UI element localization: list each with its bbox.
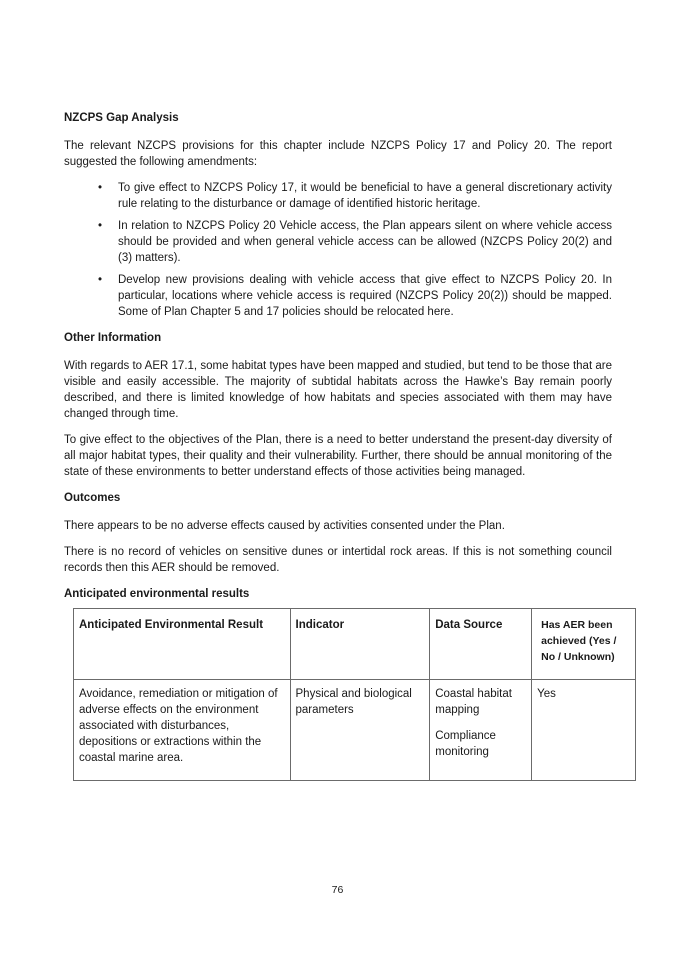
list-item: • To give effect to NZCPS Policy 17, it would be beneficial to have a general discretionary activity rule relating to the disturbance or damage of identified historic heritage. <box>98 182 612 210</box>
cell-result: Avoidance, remediation or mitigation of adverse effects on the environment associated with disturbances, depositions or extractions within the coastal marine area. <box>74 680 291 781</box>
gap-analysis-heading: NZCPS Gap Analysis <box>64 112 179 124</box>
gap-bullet-list <box>64 180 612 320</box>
cell-data-source <box>430 680 532 781</box>
page-number: 76 <box>331 884 344 896</box>
cell-indicator: Physical and biological parameters <box>290 680 430 781</box>
document-body <box>64 110 617 781</box>
outcomes-paragraph-2: There is no record of vehicles on sensitive dunes or intertidal rock areas. If this is not something council records then this AER should be removed. <box>64 546 612 574</box>
bullet-icon: • <box>98 274 103 286</box>
table-header-row <box>74 609 636 680</box>
other-paragraph-1: With regards to AER 17.1, some habitat types have been mapped and studied, but tend to be those that are visible and easily accessible. The majority of subtidal habitats across the Hawke’s Bay remain poorly described, and there is limited knowledge of how habitats and species associated with them may have changed through time. <box>64 360 612 420</box>
other-paragraph-2: To give effect to the objectives of the Plan, there is a need to better understand the present-day diversity of all major habitat types, their quality and their vulnerability. Further, there should be annual monitoring of the state of these environments to better understand effects of those activities being managed. <box>64 434 612 478</box>
aer-heading: Anticipated environmental results <box>64 588 250 600</box>
data-source-2: Compliance monitoring <box>435 730 496 758</box>
list-item: • Develop new provisions dealing with vehicle access that give effect to NZCPS Policy 20. In particular, locations where vehicle access is required (NZCPS Policy 20(2)) should be mapped. Some of Plan Chapter 5 and 17 policies should be relocated here. <box>98 274 612 318</box>
outcomes-paragraph-1: There appears to be no adverse effects caused by activities consented under the Plan. <box>64 520 505 532</box>
data-source-1: Coastal habitat mapping <box>435 688 512 716</box>
col-header-result: Anticipated Environmental Result <box>74 609 291 680</box>
outcomes-heading: Outcomes <box>64 492 121 504</box>
cell-achieved: Yes <box>532 680 636 781</box>
aer-table <box>73 608 636 781</box>
other-information-heading: Other Information <box>64 332 162 344</box>
bullet-icon: • <box>98 182 103 194</box>
col-header-data-source: Data Source <box>430 609 532 680</box>
table-row <box>74 680 636 781</box>
bullet-icon: • <box>98 220 103 232</box>
col-header-achieved: Has AER been achieved (Yes / No / Unknown) <box>532 609 636 680</box>
list-item: • In relation to NZCPS Policy 20 Vehicle access, the Plan appears silent on where vehicle access should be provided and when general vehicle access can be allowed (NZCPS Policy 20(2) and (3) matters). <box>98 220 612 264</box>
col-header-indicator: Indicator <box>290 609 430 680</box>
gap-intro: The relevant NZCPS provisions for this chapter include NZCPS Policy 17 and Policy 20. The report suggested the following amendments: <box>64 140 612 168</box>
